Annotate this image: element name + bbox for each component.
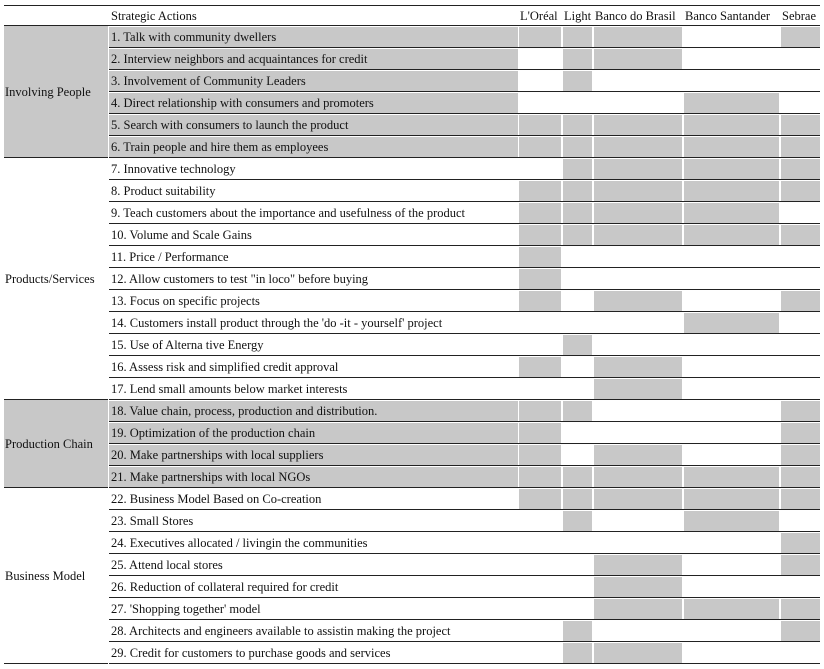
cell-mark [563, 401, 592, 421]
cell-mark [594, 27, 682, 47]
cell-mark [594, 115, 682, 135]
cell-mark [563, 225, 592, 245]
cell-mark [519, 489, 561, 509]
cell-mark [519, 247, 561, 267]
action-label: 3. Involvement of Community Leaders [111, 74, 306, 88]
action-label: 5. Search with consumers to launch the product [111, 118, 349, 132]
group-divider [4, 663, 108, 664]
action-label: 11. Price / Performance [111, 250, 229, 264]
cell-mark [684, 93, 779, 113]
cell-mark [781, 467, 820, 487]
header-company: Banco Santander [685, 9, 771, 23]
group-label: Involving People [5, 85, 91, 99]
action-label: 23. Small Stores [111, 514, 194, 528]
cell-mark [781, 225, 820, 245]
cell-mark [781, 555, 820, 575]
cell-mark [594, 489, 682, 509]
cell-mark [563, 335, 592, 355]
cell-mark [519, 27, 561, 47]
cell-mark [519, 401, 561, 421]
action-label: 1. Talk with community dwellers [111, 30, 277, 44]
cell-mark [519, 291, 561, 311]
action-label: 26. Reduction of collateral required for credit [111, 580, 339, 594]
cell-mark [519, 423, 561, 443]
cell-mark [594, 159, 682, 179]
header-company: Banco do Brasil [595, 9, 676, 23]
action-label: 9. Teach customers about the importance and usefulness of the product [111, 206, 465, 220]
cell-mark [563, 137, 592, 157]
action-label: 14. Customers install product through the 'do -it - yourself' project [111, 316, 443, 330]
cell-mark [684, 159, 779, 179]
cell-mark [519, 115, 561, 135]
cell-mark [563, 115, 592, 135]
cell-mark [781, 423, 820, 443]
action-label: 18. Value chain, process, production and distribution. [111, 404, 378, 418]
cell-mark [563, 621, 592, 641]
cell-mark [563, 467, 592, 487]
cell-mark [781, 533, 820, 553]
action-label: 17. Lend small amounts below market interests [111, 382, 348, 396]
cell-mark [684, 489, 779, 509]
action-label: 28. Architects and engineers available to assistin making the project [111, 624, 451, 638]
cell-mark [594, 49, 682, 69]
cell-mark [781, 159, 820, 179]
cell-mark [563, 49, 592, 69]
cell-mark [594, 379, 682, 399]
action-label: 27. 'Shopping together' model [111, 602, 261, 616]
cell-mark [519, 225, 561, 245]
cell-mark [594, 291, 682, 311]
cell-mark [519, 181, 561, 201]
group-divider [4, 487, 108, 488]
cell-mark [684, 225, 779, 245]
row-divider [109, 663, 820, 664]
group-label: Business Model [5, 569, 86, 583]
cell-mark [594, 137, 682, 157]
group-label: Production Chain [5, 437, 93, 451]
cell-mark [563, 511, 592, 531]
cell-mark [594, 577, 682, 597]
action-label: 8. Product suitability [111, 184, 216, 198]
header-company: Light [564, 9, 592, 23]
cell-mark [563, 203, 592, 223]
action-label: 21. Make partnerships with local NGOs [111, 470, 311, 484]
cell-mark [684, 511, 779, 531]
cell-mark [594, 181, 682, 201]
cell-mark [781, 115, 820, 135]
cell-mark [563, 159, 592, 179]
header-company: Sebrae [782, 9, 817, 23]
action-label: 12. Allow customers to test "in loco" before buying [111, 272, 369, 286]
cell-mark [563, 489, 592, 509]
action-label: 22. Business Model Based on Co-creation [111, 492, 322, 506]
header-actions: Strategic Actions [111, 9, 197, 23]
action-label: 2. Interview neighbors and acquaintances for credit [111, 52, 368, 66]
group-divider [4, 157, 108, 158]
action-label: 4. Direct relationship with consumers and promoters [111, 96, 374, 110]
cell-mark [781, 27, 820, 47]
action-label: 25. Attend local stores [111, 558, 223, 572]
cell-mark [781, 621, 820, 641]
action-label: 15. Use of Alterna tive Energy [111, 338, 264, 352]
cell-mark [563, 71, 592, 91]
cell-mark [563, 27, 592, 47]
action-label: 6. Train people and hire them as employees [111, 140, 329, 154]
cell-mark [684, 181, 779, 201]
cell-mark [781, 599, 820, 619]
cell-mark [519, 467, 561, 487]
cell-mark [594, 555, 682, 575]
cell-mark [519, 137, 561, 157]
cell-mark [684, 203, 779, 223]
cell-mark [781, 181, 820, 201]
cell-mark [781, 445, 820, 465]
action-label: 29. Credit for customers to purchase goods and services [111, 646, 391, 660]
action-label: 7. Innovative technology [111, 162, 236, 176]
cell-mark [594, 225, 682, 245]
group-label: Products/Services [5, 272, 95, 286]
action-label: 10. Volume and Scale Gains [111, 228, 252, 242]
cell-mark [781, 291, 820, 311]
cell-mark [684, 467, 779, 487]
cell-mark [563, 643, 592, 663]
cell-mark [781, 489, 820, 509]
cell-mark [563, 181, 592, 201]
action-label: 19. Optimization of the production chain [111, 426, 316, 440]
cell-mark [594, 203, 682, 223]
action-label: 16. Assess risk and simplified credit approval [111, 360, 339, 374]
cell-mark [519, 203, 561, 223]
action-label: 20. Make partnerships with local suppliers [111, 448, 324, 462]
cell-mark [594, 643, 682, 663]
cell-mark [594, 599, 682, 619]
header-company: L'Oréal [520, 9, 558, 23]
group-divider [4, 399, 108, 400]
cell-mark [781, 401, 820, 421]
cell-mark [519, 357, 561, 377]
cell-mark [684, 599, 779, 619]
cell-mark [519, 445, 561, 465]
cell-mark [519, 269, 561, 289]
cell-mark [781, 137, 820, 157]
cell-mark [594, 467, 682, 487]
action-label: 24. Executives allocated / livingin the communities [111, 536, 368, 550]
cell-mark [594, 445, 682, 465]
cell-mark [684, 115, 779, 135]
action-label: 13. Focus on specific projects [111, 294, 260, 308]
cell-mark [594, 357, 682, 377]
cell-mark [684, 313, 779, 333]
cell-mark [684, 137, 779, 157]
